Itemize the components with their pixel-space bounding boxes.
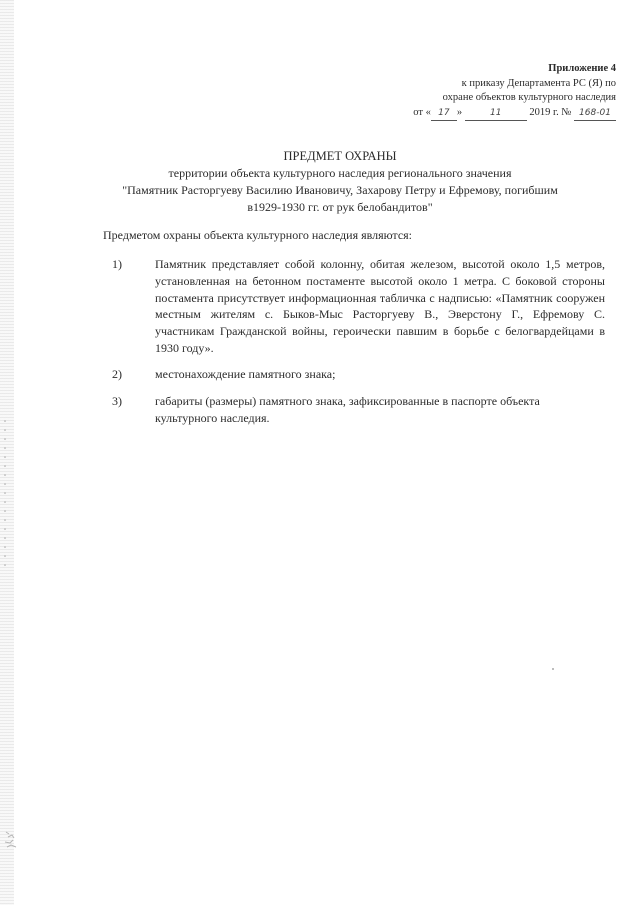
scan-speck	[552, 668, 554, 670]
annex-label: Приложение 4	[548, 63, 616, 74]
annex-header	[386, 62, 616, 121]
scribble-icon	[4, 828, 24, 850]
date-year: 2019 г. №	[529, 106, 572, 118]
heading-subtitle: территории объекта культурного наследия регионального значения	[168, 166, 512, 180]
list-item-text: Памятник представляет собой колонну, обитая железом, высотой около 1,5 метров, установленная на бетонном постаменте высотой около 1 метра. С боковой стороны постамента присутствует информационная табличка с надписью: «Памятник сооружен местным жителям с. Быков-Мыс Расторгуеву В., Эверстону Г., Ефремову С. участникам Гражданской войны, героически павшим в борьбе с белогвардейцами в 1930 году».	[155, 257, 605, 355]
scan-edge-stripe	[0, 0, 14, 905]
list-item-number: 1)	[112, 257, 122, 271]
heading-monument-name-cont: в1929-1930 гг. от рук белобандитов"	[247, 200, 433, 214]
list-item-number: 2)	[112, 367, 122, 381]
list-item	[112, 366, 612, 383]
list-item-text: местонахождение памятного знака;	[155, 367, 336, 381]
document-title: ПРЕДМЕТ ОХРАНЫ	[283, 149, 397, 163]
heading-monument-name: "Памятник Расторгуеву Василию Ивановичу, Захарову Петру и Ефремову, погибшим	[122, 183, 558, 197]
date-mid: »	[456, 106, 463, 118]
binding-holes-marks	[4, 420, 6, 570]
list-item	[112, 393, 612, 427]
annex-department: охране объектов культурного наследия	[442, 92, 616, 103]
document-heading	[90, 148, 590, 216]
list-item-text: габариты (размеры) памятного знака, зафиксированные в паспорте объекта культурного наследия.	[155, 394, 540, 425]
handwritten-month: 11	[465, 106, 527, 122]
annex-date-line	[386, 106, 616, 122]
handwritten-order-number: 168-01	[574, 106, 616, 122]
list-item	[112, 256, 612, 357]
corner-scan-marks	[4, 828, 24, 853]
intro-paragraph: Предметом охраны объекта культурного наследия являются:	[103, 228, 413, 242]
handwritten-day: 17	[431, 106, 457, 122]
annex-order-reference: к приказу Департамента РС (Я) по	[461, 77, 616, 89]
date-prefix: от «	[413, 106, 431, 118]
list-item-number: 3)	[112, 394, 122, 408]
